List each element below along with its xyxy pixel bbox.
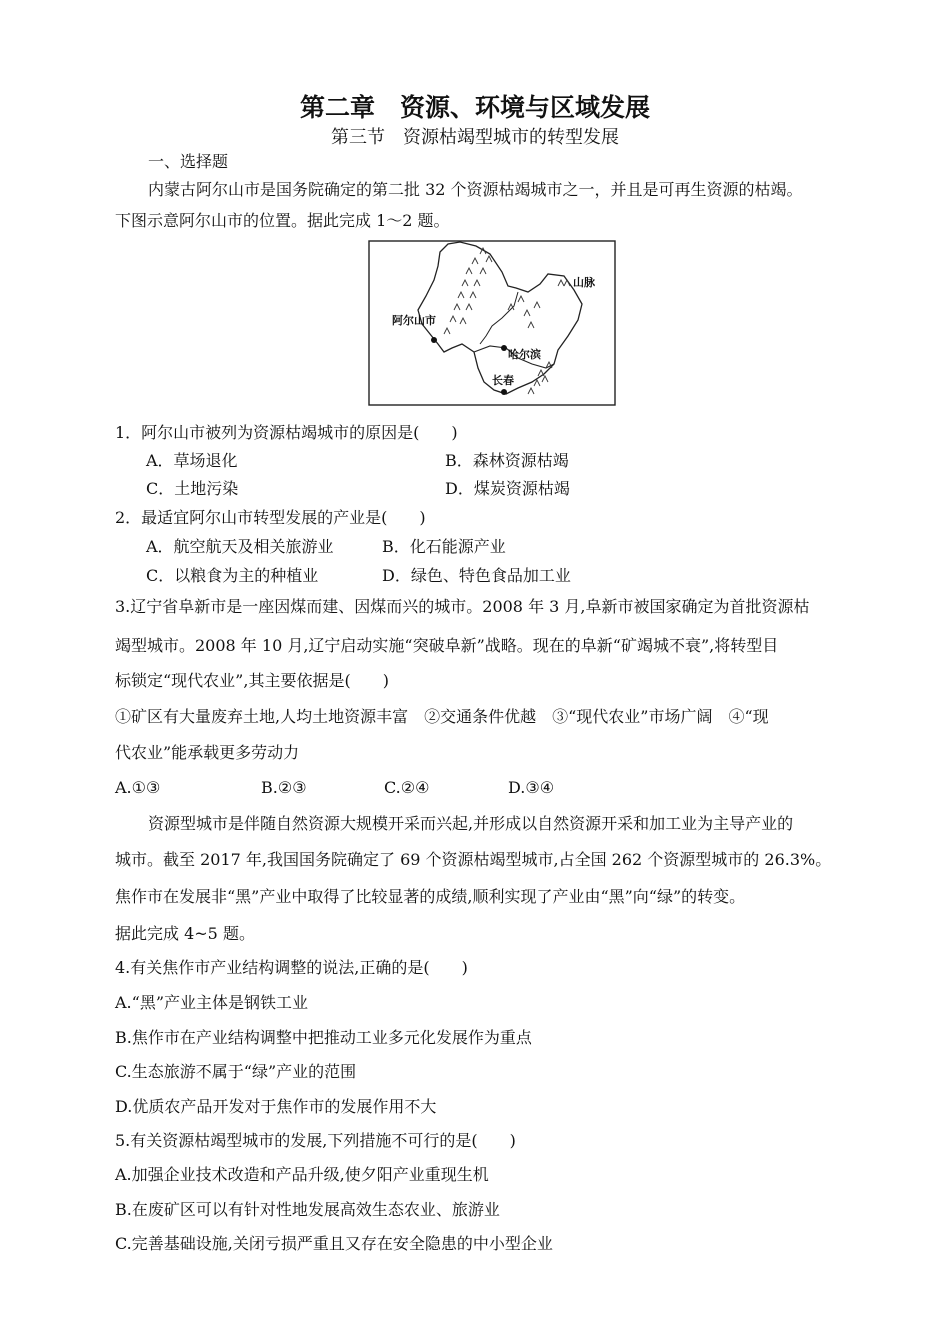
q3-line3: 标锁定“现代农业”,其主要依据是( ) xyxy=(115,671,389,690)
intro2-line1: 资源型城市是伴随自然资源大规模开采而兴起,并形成以自然资源开采和加工业为主导产业的 xyxy=(148,814,794,833)
q4-option-b: B.焦作市在产业结构调整中把推动工业多元化发展作为重点 xyxy=(115,1028,532,1047)
section-subtitle: 第三节 资源枯竭型城市的转型发展 xyxy=(331,127,619,148)
q5-option-a: A.加强企业技术改造和产品升级,使夕阳产业重现生机 xyxy=(115,1165,489,1184)
q1-option-d: D．煤炭资源枯竭 xyxy=(445,479,570,498)
intro2-line2: 城市。截至 2017 年,我国国务院确定了 69 个资源枯竭型城市,占全国 262 个资源型城市的 26.3%。 xyxy=(115,850,832,869)
intro2-line3: 焦作市在发展非“黑”产业中取得了比较显著的成绩,顺利实现了产业由“黑”向“绿”的转变。 xyxy=(115,887,746,906)
q2-stem: 2．最适宜阿尔山市转型发展的产业是( ) xyxy=(115,508,426,527)
q1-option-b: B．森林资源枯竭 xyxy=(445,451,569,470)
intro1-line2: 下图示意阿尔山市的位置。据此完成 1～2 题。 xyxy=(115,211,450,230)
q3-option-a: A.①③ xyxy=(115,778,161,797)
page-title: 第二章 资源、环境与区域发展 xyxy=(299,93,650,122)
q3-option-d: D.③④ xyxy=(508,778,555,797)
q2-option-d: D．绿色、特色食品加工业 xyxy=(382,566,571,585)
harbin-label: 哈尔滨 xyxy=(508,348,541,361)
section-heading: 一、选择题 xyxy=(148,152,229,171)
q5-stem: 5.有关资源枯竭型城市的发展,下列措施不可行的是( ) xyxy=(115,1131,516,1150)
changchun-city-dot xyxy=(501,389,507,395)
q5-option-c: C.完善基础设施,关闭亏损严重且又存在安全隐患的中小型企业 xyxy=(115,1234,553,1253)
q4-option-c: C.生态旅游不属于“绿”产业的范围 xyxy=(115,1062,357,1081)
q3-line5: 代农业”能承载更多劳动力 xyxy=(115,743,300,762)
arshan-city-dot xyxy=(431,337,437,343)
q4-option-a: A.“黑”产业主体是钢铁工业 xyxy=(115,993,309,1012)
changchun-label: 长春 xyxy=(492,374,514,387)
q3-line4: ①矿区有大量废弃土地,人均土地资源丰富 ②交通条件优越 ③“现代农业”市场广阔 ④“现 xyxy=(115,707,769,726)
location-map xyxy=(368,240,616,406)
q4-option-d: D.优质农产品开发对于焦作市的发展作用不大 xyxy=(115,1097,437,1116)
q2-option-b: B．化石能源产业 xyxy=(382,537,506,556)
intro1-line1: 内蒙古阿尔山市是国务院确定的第二批 32 个资源枯竭城市之一，并且是可再生资源的枯竭。 xyxy=(148,180,803,199)
q2-option-c: C．以粮食为主的种植业 xyxy=(146,566,319,585)
q3-option-c: C.②④ xyxy=(384,778,430,797)
q3-line2: 竭型城市。2008 年 10 月,辽宁启动实施“突破阜新”战略。现在的阜新“矿竭城不衰”,将转型目 xyxy=(115,636,779,655)
q1-stem: 1．阿尔山市被列为资源枯竭城市的原因是( ) xyxy=(115,423,458,442)
harbin-city-dot xyxy=(501,345,507,351)
intro2-line4: 据此完成 4~5 题。 xyxy=(115,924,255,943)
q4-stem: 4.有关焦作市产业结构调整的说法,正确的是( ) xyxy=(115,958,468,977)
arshan-label: 阿尔山市 xyxy=(392,314,436,327)
q1-option-a: A．草场退化 xyxy=(146,451,238,470)
legend-mountain-label: 山脉 xyxy=(573,276,595,289)
q1-option-c: C．土地污染 xyxy=(146,479,239,498)
q3-option-b: B.②③ xyxy=(261,778,307,797)
q5-option-b: B.在废矿区可以有针对性地发展高效生态农业、旅游业 xyxy=(115,1200,500,1219)
q2-option-a: A．航空航天及相关旅游业 xyxy=(146,537,334,556)
q3-line1: 3.辽宁省阜新市是一座因煤而建、因煤而兴的城市。2008 年 3 月,阜新市被国家确定为首批资源枯 xyxy=(115,597,810,616)
